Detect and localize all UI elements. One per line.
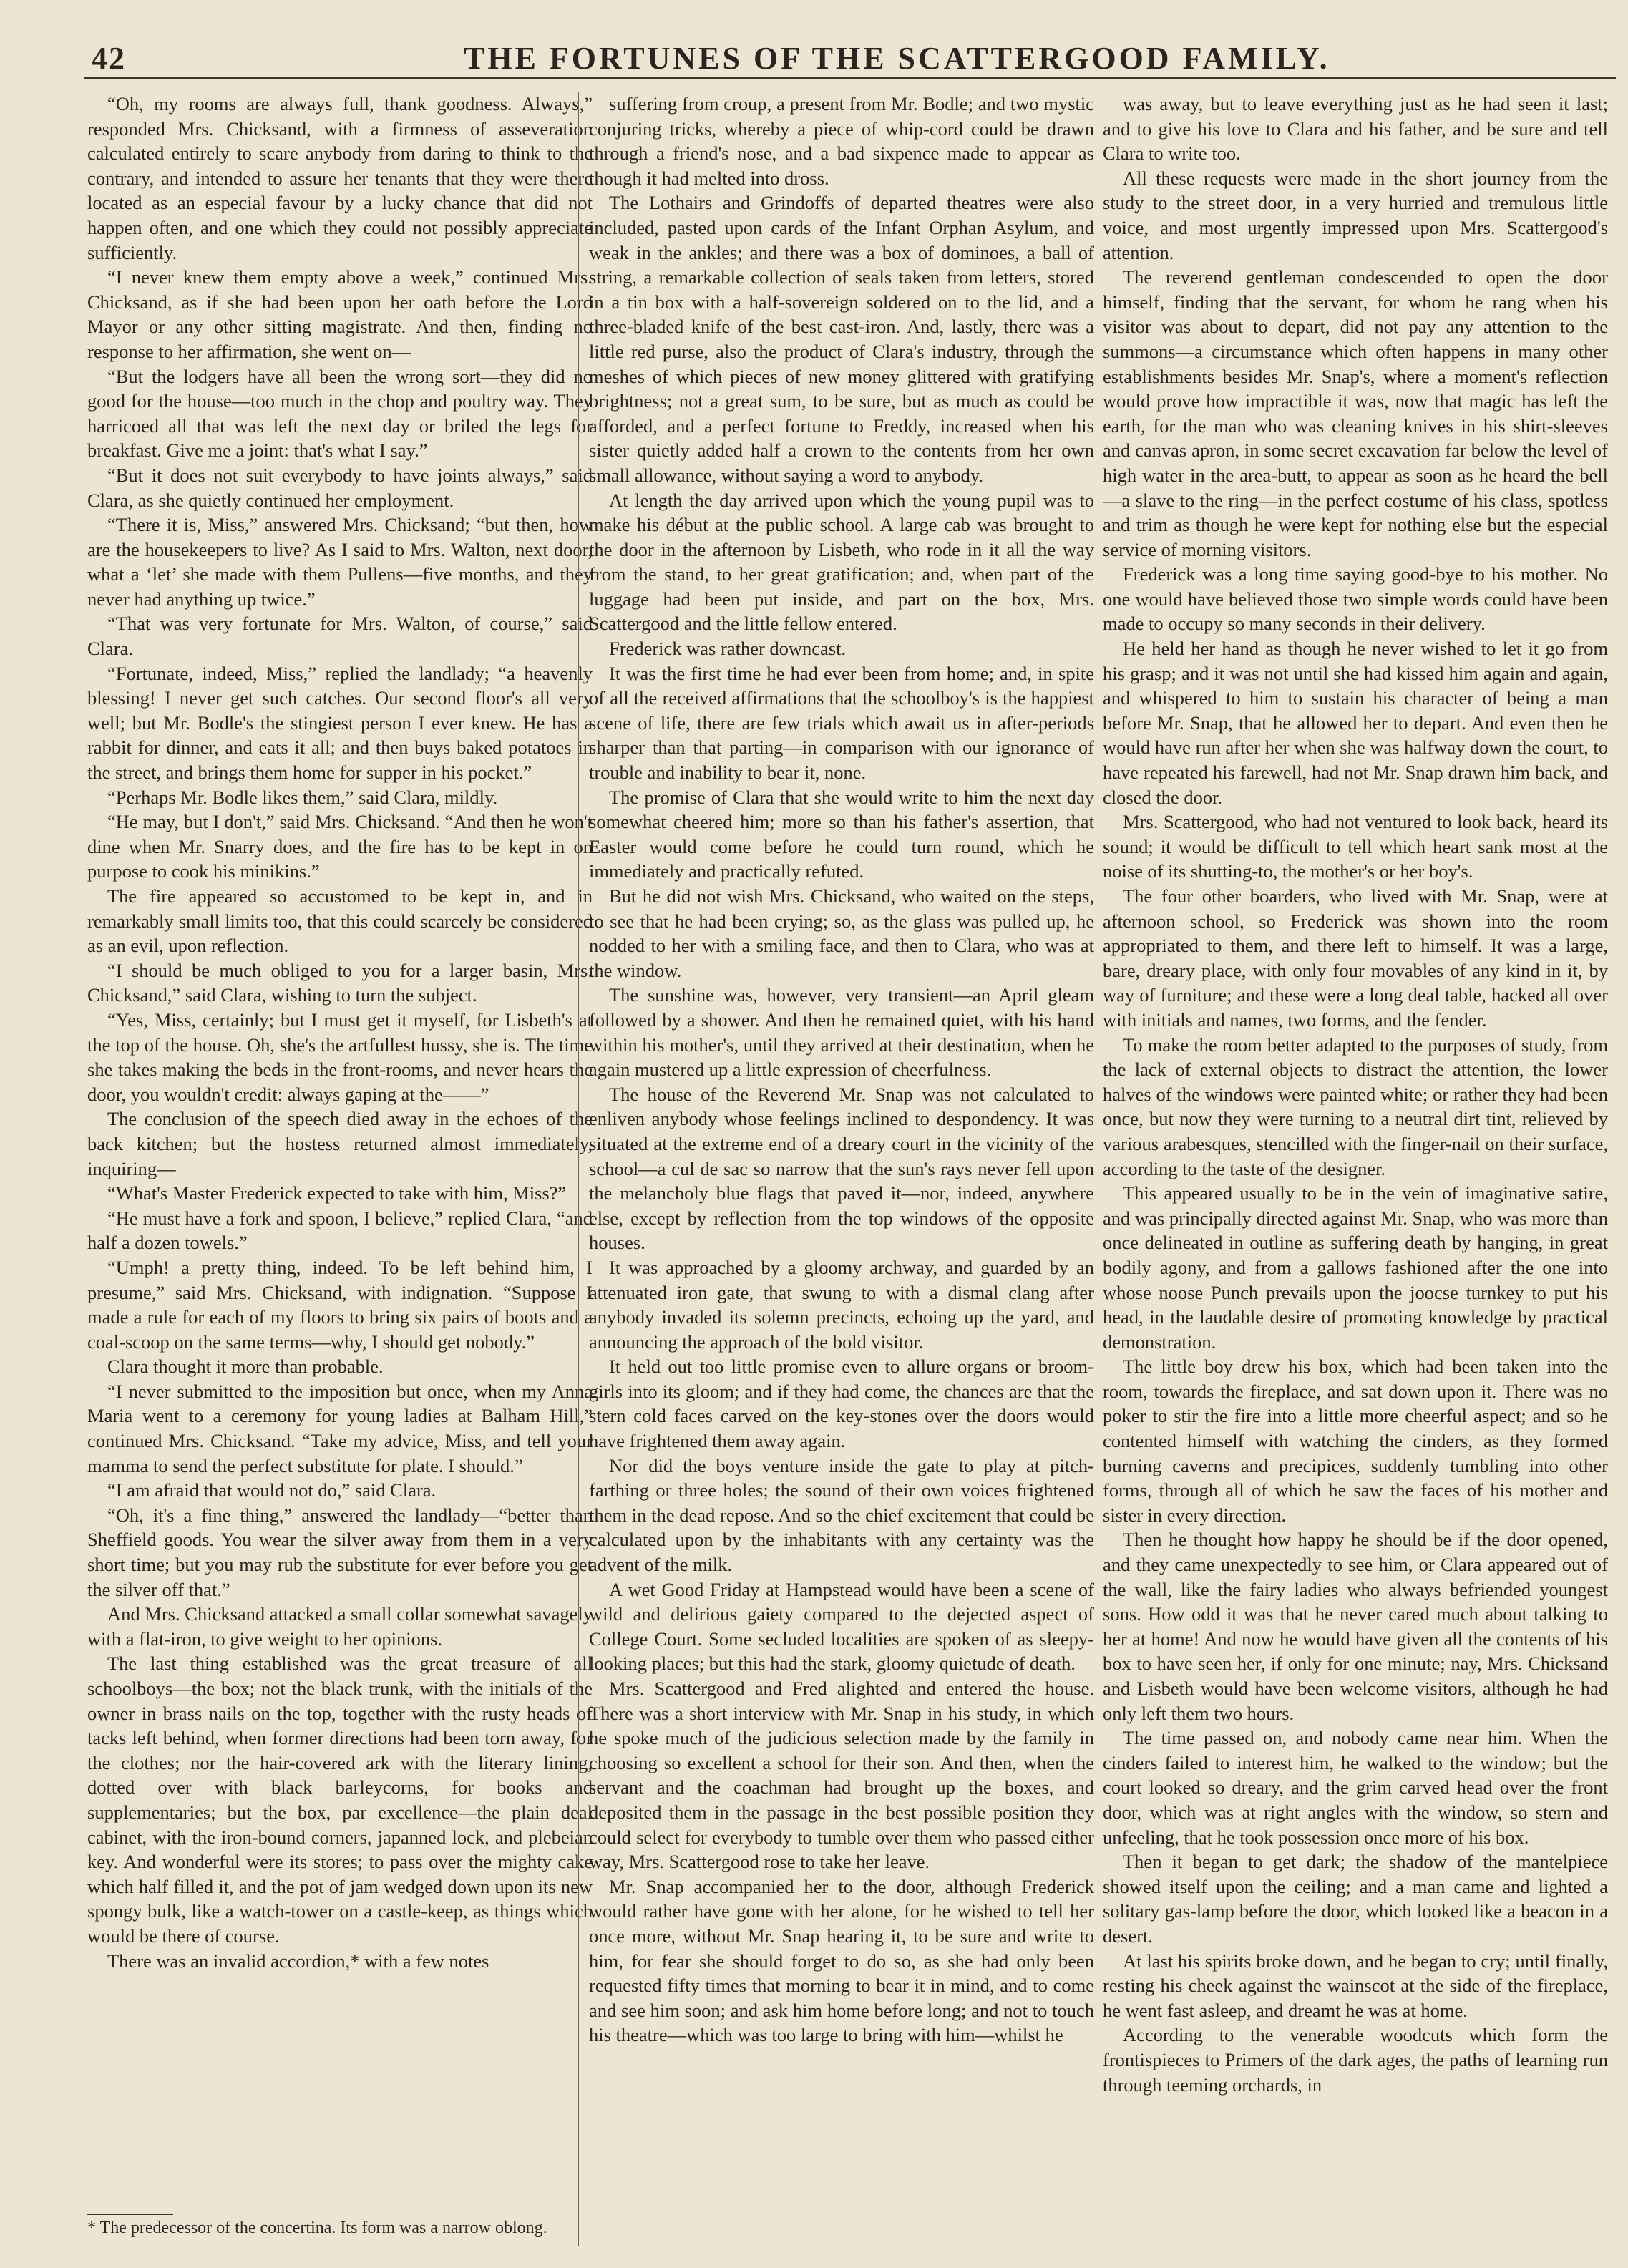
- paragraph: “Yes, Miss, certainly; but I must get it myself, for Lisbeth's at the top of the house. Oh, she's the artfullest hussy, she is. The time she takes making the beds in the front-rooms, and never hears the door, you wouldn't credit: always gaping at the——”: [87, 1008, 593, 1105]
- paragraph: “What's Master Frederick expected to take with him, Miss?”: [107, 1182, 567, 1204]
- footnote-rule: [87, 2214, 173, 2215]
- text-column-1: [87, 92, 593, 2239]
- paragraph: The promise of Clara that she would write to him the next day somewhat cheered him; more so than his father's assertion, that Easter would come before he could turn round, which he immediately and practically refuted.: [589, 786, 1094, 882]
- paragraph: The sunshine was, however, very transient—an April gleam followed by a shower. And then he remained quiet, with his hand within his mother's, until they arrived at their destination, when he again mustered up a little expression of cheerfulness.: [589, 984, 1094, 1081]
- text-column-3: [1103, 92, 1608, 2239]
- paragraph: The Lothairs and Grindoffs of departed theatres were also included, pasted upon cards of the Infant Orphan Asylum, and weak in the ankles; and there was a box of dominoes, a ball of string, a remarkable collection of seals taken from letters, stored in a tin box with a half-sovereign soldered on to the lid, and a three-bladed knife of the best cast-iron. And, lastly, there was a little red purse, also the product of Clara's industry, through the meshes of which pieces of new money glittered with gratifying brightness; not a great sum, to be sure, but as much as could be afforded, and a perfect fortune to Freddy, increased when his sister quietly added half a crown to the contents from her own small allowance, without saying a word to anybody.: [589, 192, 1094, 486]
- paragraph: At last his spirits broke down, and he began to cry; until finally, resting his cheek against the wainscot at the side of the fireplace, he went fast asleep, and dreamt he was at home.: [1103, 1950, 1608, 2021]
- paragraph: “But the lodgers have all been the wrong sort—they did no good for the house—too much in the chop and poultry way. They harricoed all that was left the next day or briled the legs for breakfast. Give me a joint: that's what I say.”: [87, 365, 593, 462]
- paragraph: Nor did the boys venture inside the gate to play at pitch-farthing or three holes; the sound of their own voices frightened them in the dead repose. And so the chief excitement that could be calculated upon by the inhabitants with any certainty was the advent of the milk.: [589, 1454, 1094, 1576]
- paragraph: “Perhaps Mr. Bodle likes them,” said Clara, mildly.: [107, 786, 498, 808]
- running-title: THE FORTUNES OF THE SCATTERGOOD FAMILY.: [464, 41, 1330, 76]
- paragraph: “He may, but I don't,” said Mrs. Chicksand. “And then he won't dine when Mr. Snarry does, and the fire has to be kept in on purpose to cook his minikins.”: [87, 811, 593, 882]
- paragraph: “Fortunate, indeed, Miss,” replied the landlady; “a heavenly blessing! I never get such catches. Our second floor's all very well; but Mr. Bodle's the stingiest person I ever knew. He has a rabbit for dinner, and eats it all; and then buys baked potatoes in the street, and brings them home for supper in his pocket.”: [87, 662, 593, 784]
- paragraph: All these requests were made in the short journey from the study to the street door, in a very hurried and tremulous little voice, and most urgently impressed upon Mrs. Scattergood's attention.: [1103, 167, 1608, 263]
- footnote: * The predecessor of the concertina. Its form was a narrow oblong.: [87, 2219, 547, 2237]
- paragraph: Clara thought it more than probable.: [107, 1356, 384, 1378]
- paragraph: The four other boarders, who lived with Mr. Snap, were at afternoon school, so Frederick was shown into the room appropriated to them, and there left to himself. It was a large, bare, dreary place, with only four movables of any kind in it, by way of furniture; and these were a long deal table, hacked all over with initials and names, two forms, and the fender.: [1103, 885, 1608, 1031]
- paragraph: “He must have a fork and spoon, I believe,” replied Clara, “and half a dozen towels.”: [87, 1207, 593, 1254]
- paragraph: He held her hand as though he never wished to let it go from his grasp; and it was not until she had kissed him again and again, and whispered to him to sustain his character of being a man before Mr. Snap, that he allowed her to depart. And even then he would have run after her when she was halfway down the court, to have repeated his farewell, had not Mr. Snap drawn him back, and closed the door.: [1103, 638, 1608, 808]
- paragraph: “I am afraid that would not do,” said Clara.: [107, 1479, 437, 1502]
- paragraph: The house of the Reverend Mr. Snap was not calculated to enliven anybody whose feelings inclined to despondency. It was situated at the extreme end of a dreary court in the vicinity of the school—a cul de sac so narrow that the sun's rays never fell upon the melancholy blue flags that paved it—nor, indeed, anywhere else, except by reflection from the top windows of the opposite houses.: [589, 1083, 1094, 1254]
- paragraph: At length the day arrived upon which the young pupil was to make his début at the public school. A large cab was brought to the door in the afternoon by Lisbeth, who rode in it all the way from the stand, to her great gratification; and, when part of the luggage had been put inside, and part on the box, Mrs. Scattergood and the little fellow entered.: [589, 489, 1094, 635]
- paragraph: The fire appeared so accustomed to be kept in, and in remarkably small limits too, that this could scarcely be considered as an evil, upon reflection.: [87, 885, 593, 957]
- paragraph: Mr. Snap accompanied her to the door, although Frederick would rather have gone with her alone, for he wished to tell her once more, without Mr. Snap hearing it, to be sure and write to him, for fear she should forget to do so, as she had only been requested fifty times that morning to bear it in mind, and to come and see him soon; and ask him home before long; and not to touch his theatre—which was too large to bring with him—whilst he: [589, 1875, 1094, 2046]
- paragraph: was away, but to leave everything just as he had seen it last; and to give his love to Clara and his father, and be sure and tell Clara to write too.: [1103, 93, 1608, 165]
- paragraph: The reverend gentleman condescended to open the door himself, finding that the servant, for whom he rang when his visitor was about to depart, did not pay any attention to the summons—a circumstance which often happens in many other establishments besides Mr. Snap's, where a moment's reflection would prove how impractible it was, now that magic has left the earth, for the man who was cleaning knives in his shirt-sleeves and canvas apron, in some secret excavation far below the level of high water in the area-butt, to appear as soon as he heard the bell—a slave to the ring—in the perfect costume of his class, spotless and trim as though he were kept for nothing else but the especial service of morning visitors.: [1103, 266, 1608, 560]
- paragraph: Mrs. Scattergood and Fred alighted and entered the house. There was a short interview with Mr. Snap in his study, in which he spoke much of the judicious selection made by the family in choosing so excellent a school for their son. And then, when the servant and the coachman had brought up the boxes, and deposited them in the passage in the best possible position they could select for everybody to tumble over them who passed either way, Mrs. Scattergood rose to take her leave.: [589, 1678, 1094, 1873]
- paragraph: The last thing established was the great treasure of all schoolboys—the box; not the black trunk, with the initials of the owner in brass nails on the top, together with the rusty heads of tacks left behind, when former directions had been torn away, for the clothes; nor the hair-covered ark with the literary lining, dotted over with black barleycorns, for books and supplementaries; but the box, par excellence—the plain deal cabinet, with the iron-bound corners, japanned lock, and plebeian key. And wonderful were its stores; to pass over the mighty cake which half filled it, and the pot of jam wedged down upon its new spongy bulk, like a watch-tower on a castle-keep, as things which would be there of course.: [87, 1653, 593, 1947]
- paragraph: suffering from croup, a present from Mr. Bodle; and two mystic conjuring tricks, whereby a piece of whip-cord could be drawn through a friend's nose, and a bad sixpence made to appear as though it had melted into dross.: [589, 93, 1094, 189]
- paragraph: The time passed on, and nobody came near him. When the cinders failed to interest him, he walked to the window; but the court looked so dreary, and the grim carved head over the front door, which was at right angles with the window, so stern and unfeeling, that he took possession once more of his box.: [1103, 1727, 1608, 1848]
- paragraph: Then it began to get dark; the shadow of the mantelpiece showed itself upon the ceiling; and a man came and lighted a solitary gas-lamp before the door, which looked like a beacon in a desert.: [1103, 1851, 1608, 1947]
- paragraph: “That was very fortunate for Mrs. Walton, of course,” said Clara.: [87, 613, 593, 660]
- paragraph: There was an invalid accordion,* with a few notes: [107, 1950, 489, 1972]
- column-divider: [578, 92, 579, 2246]
- header-rule: [84, 77, 1616, 79]
- text-column-2: [589, 92, 1094, 2239]
- paragraph: “I never submitted to the imposition but once, when my Anna Maria went to a ceremony for young ladies at Balham Hill,” continued Mrs. Chicksand. “Take my advice, Miss, and tell your mamma to send the perfect substitute for plate. I should.”: [87, 1380, 593, 1476]
- paragraph: It was the first time he had ever been from home; and, in spite of all the received affirmations that the schoolboy's is the happiest scene of life, there are few trials which await us in after-periods sharper than that parting—in comparison with our ignorance of trouble and inability to bear it, none.: [589, 662, 1094, 784]
- paragraph: Frederick was rather downcast.: [609, 638, 847, 660]
- paragraph: “Umph! a pretty thing, indeed. To be left behind him, I presume,” said Mrs. Chicksand, with indignation. “Suppose I made a rule for each of my floors to bring six pairs of boots and a coal-scoop on the same terms—why, I should get nobody.”: [87, 1256, 593, 1353]
- paragraph: But he did not wish Mrs. Chicksand, who waited on the steps, to see that he had been crying; so, as the glass was pulled up, he nodded to her with a smiling face, and then to Clara, who was at the window.: [589, 885, 1094, 981]
- paragraph: And Mrs. Chicksand attacked a small collar somewhat savagely with a flat-iron, to give weight to her opinions.: [87, 1603, 593, 1650]
- paragraph: A wet Good Friday at Hampstead would have been a scene of wild and delirious gaiety compared to the dejected aspect of College Court. Some secluded localities are spoken of as sleepy-looking places; but this had the stark, gloomy quietude of death.: [589, 1578, 1094, 1675]
- paragraph: “There it is, Miss,” answered Mrs. Chicksand; “but then, how are the housekeepers to live? As I said to Mrs. Walton, next door, what a ‘let’ she made with them Pullens—five months, and they never had anything up twice.”: [87, 514, 593, 610]
- paragraph: According to the venerable woodcuts which form the frontispieces to Primers of the dark ages, the paths of learning run through teeming orchards, in: [1103, 2024, 1608, 2096]
- paragraph: “Oh, it's a fine thing,” answered the landlady—“better than Sheffield goods. You wear the silver away from them in a very short time; but you may rub the substitute for ever before you get the silver off that.”: [87, 1504, 593, 1600]
- paragraph: Frederick was a long time saying good-bye to his mother. No one would have believed those two simple words could have been made to occupy so many seconds in their delivery.: [1103, 563, 1608, 635]
- paragraph: This appeared usually to be in the vein of imaginative satire, and was principally directed against Mr. Snap, who was more than once delineated in outline as suffering death by hanging, in great bodily agony, and from a gallows fashioned after the one into whose noose Punch prevails upon the joocse turnkey to put his head, in the laudable desire of promoting knowledge by practical demonstration.: [1103, 1182, 1608, 1353]
- paragraph: It held out too little promise even to allure organs or broom-girls into its gloom; and if they had come, the chances are that the stern cold faces carved on the key-stones over the doors would have frightened them away again.: [589, 1356, 1094, 1452]
- paragraph: “I should be much obliged to you for a larger basin, Mrs. Chicksand,” said Clara, wishing to turn the subject.: [87, 959, 593, 1006]
- paragraph: The little boy drew his box, which had been taken into the room, towards the fireplace, and sat down upon it. There was no poker to stir the fire into a little more cheerful aspect; and so he contented himself with watching the cinders, as they formed burning caverns and precipices, suddenly tumbling into other forms, through all of which he saw the faces of his mother and sister in every direction.: [1103, 1356, 1608, 1526]
- paragraph: Then he thought how happy he should be if the door opened, and they came unexpectedly to see him, or Clara appeared out of the wall, like the fairy ladies who always befriended youngest sons. How odd it was that he never cared much about talking to her at home! And now he would have given all the contents of his box to have seen her, if only for one minute; nay, Mrs. Chicksand and Lisbeth would have been welcome visitors, although he had only left them two hours.: [1103, 1529, 1608, 1724]
- paragraph: “I never knew them empty above a week,” continued Mrs. Chicksand, as if she had been upon her oath before the Lord Mayor or any other sitting magistrate. And then, finding no response to her affirmation, she went on—: [87, 266, 593, 362]
- paragraph: “Oh, my rooms are always full, thank goodness. Always,” responded Mrs. Chicksand, with a firmness of asseveration calculated entirely to scare anybody from daring to think to the contrary, and intended to assure her tenants that they were there located as an especial favour by a lucky chance that did not happen often, and one which they could not possibly appreciate sufficiently.: [87, 93, 593, 263]
- paragraph: It was approached by a gloomy archway, and guarded by an attenuated iron gate, that swung to with a dismal clang after anybody invaded its solemn precincts, echoing up the yard, and announcing the approach of the bold visitor.: [589, 1256, 1094, 1353]
- page-header: [84, 37, 1616, 80]
- paragraph: Mrs. Scattergood, who had not ventured to look back, heard its sound; it would be difficult to tell which heart sank most at the noise of its shutting-to, the mother's or her boy's.: [1103, 811, 1608, 882]
- paragraph: “But it does not suit everybody to have joints always,” said Clara, as she quietly continued her employment.: [87, 464, 593, 511]
- paragraph: To make the room better adapted to the purposes of study, from the lack of external objects to distract the attention, the lower halves of the windows were painted white; or rather they had been once, but now they were turning to a neutral dirt tint, relieved by various arabesques, stencilled with the finger-nail on their surface, according to the taste of the designer.: [1103, 1033, 1608, 1179]
- paragraph: The conclusion of the speech died away in the echoes of the back kitchen; but the hostess returned almost immediately, inquiring—: [87, 1108, 593, 1179]
- page-number: 42: [92, 41, 126, 76]
